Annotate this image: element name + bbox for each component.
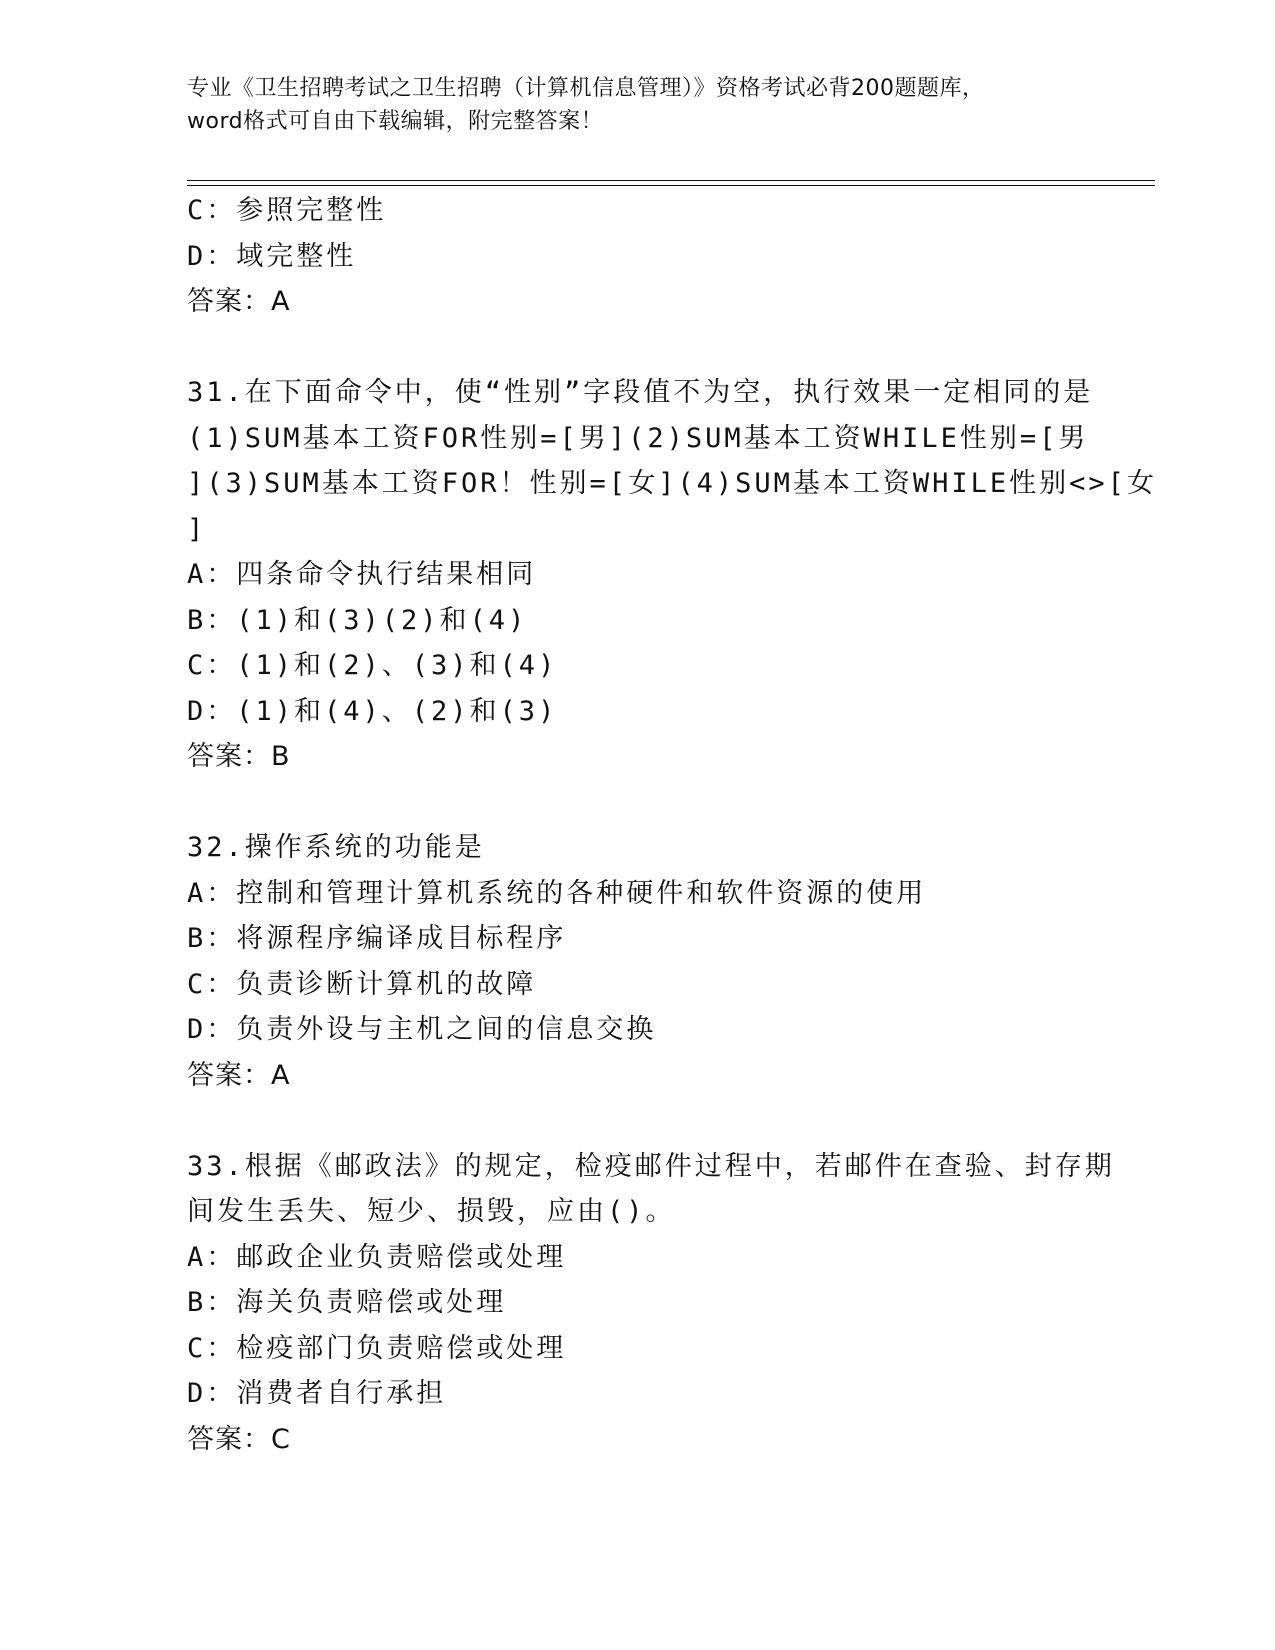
header-divider-top [187,180,1155,181]
q31-option-a: A：四条命令执行结果相同 [187,559,537,590]
document-header [187,72,1087,138]
q33-answer: 答案：C [187,1423,291,1455]
q31-option-d: D：(1)和(4)、(2)和(3) [187,695,558,727]
prev-option-c: C：参照完整性 [187,195,387,226]
q32-option-c: C：负责诊断计算机的故障 [187,968,537,1000]
q33-option-b: B：海关负责赔偿或处理 [187,1287,507,1318]
q33-stem-line-2: 间发生丢失、短少、损毁，应由()。 [187,1196,676,1227]
q31-answer: 答案：B [187,741,291,772]
q32-option-b: B：将源程序编译成目标程序 [187,923,567,954]
spacer [187,325,1087,371]
prev-answer: 答案：A [187,286,291,317]
q31-stem-line-3: ](3)SUM基本工资FOR！性别=[女](4)SUM基本工资WHILE性别<>[女 [187,468,1157,499]
q33-option-a: A：邮政企业负责赔偿或处理 [187,1241,567,1273]
q32-option-a: A：控制和管理计算机系统的各种硬件和软件资源的使用 [187,877,927,909]
q31-option-b: B：(1)和(3)(2)和(4) [187,604,528,636]
header-line-2: word格式可自由下载编辑，附完整答案！ [187,109,604,134]
header-line-1: 专业《卫生招聘考试之卫生招聘（计算机信息管理）》资格考试必背200题题库， [187,76,985,101]
q31-stem-line-2: (1)SUM基本工资FOR性别=[男](2)SUM基本工资WHILE性别=[男 [187,422,1089,454]
spacer [187,780,1087,826]
question-content [187,188,1157,1462]
q32-stem: 32.操作系统的功能是 [187,832,485,863]
spacer [187,1098,1087,1144]
q31-option-c: C：(1)和(2)、(3)和(4) [187,650,558,681]
q32-option-d: D：负责外设与主机之间的信息交换 [187,1014,657,1045]
q33-option-c: C：检疫部门负责赔偿或处理 [187,1332,567,1364]
q31-stem-line-1: 31.在下面命令中，使“性别”字段值不为空，执行效果一定相同的是 [187,377,1094,408]
q32-answer: 答案：A [187,1059,291,1091]
q31-stem-line-4: ] [187,513,207,545]
q33-option-d: D：消费者自行承担 [187,1378,447,1409]
header-divider-bottom [187,185,1155,186]
q33-stem-line-1: 33.根据《邮政法》的规定，检疫邮件过程中，若邮件在查验、封存期 [187,1150,1115,1182]
prev-option-d: D：域完整性 [187,240,357,272]
